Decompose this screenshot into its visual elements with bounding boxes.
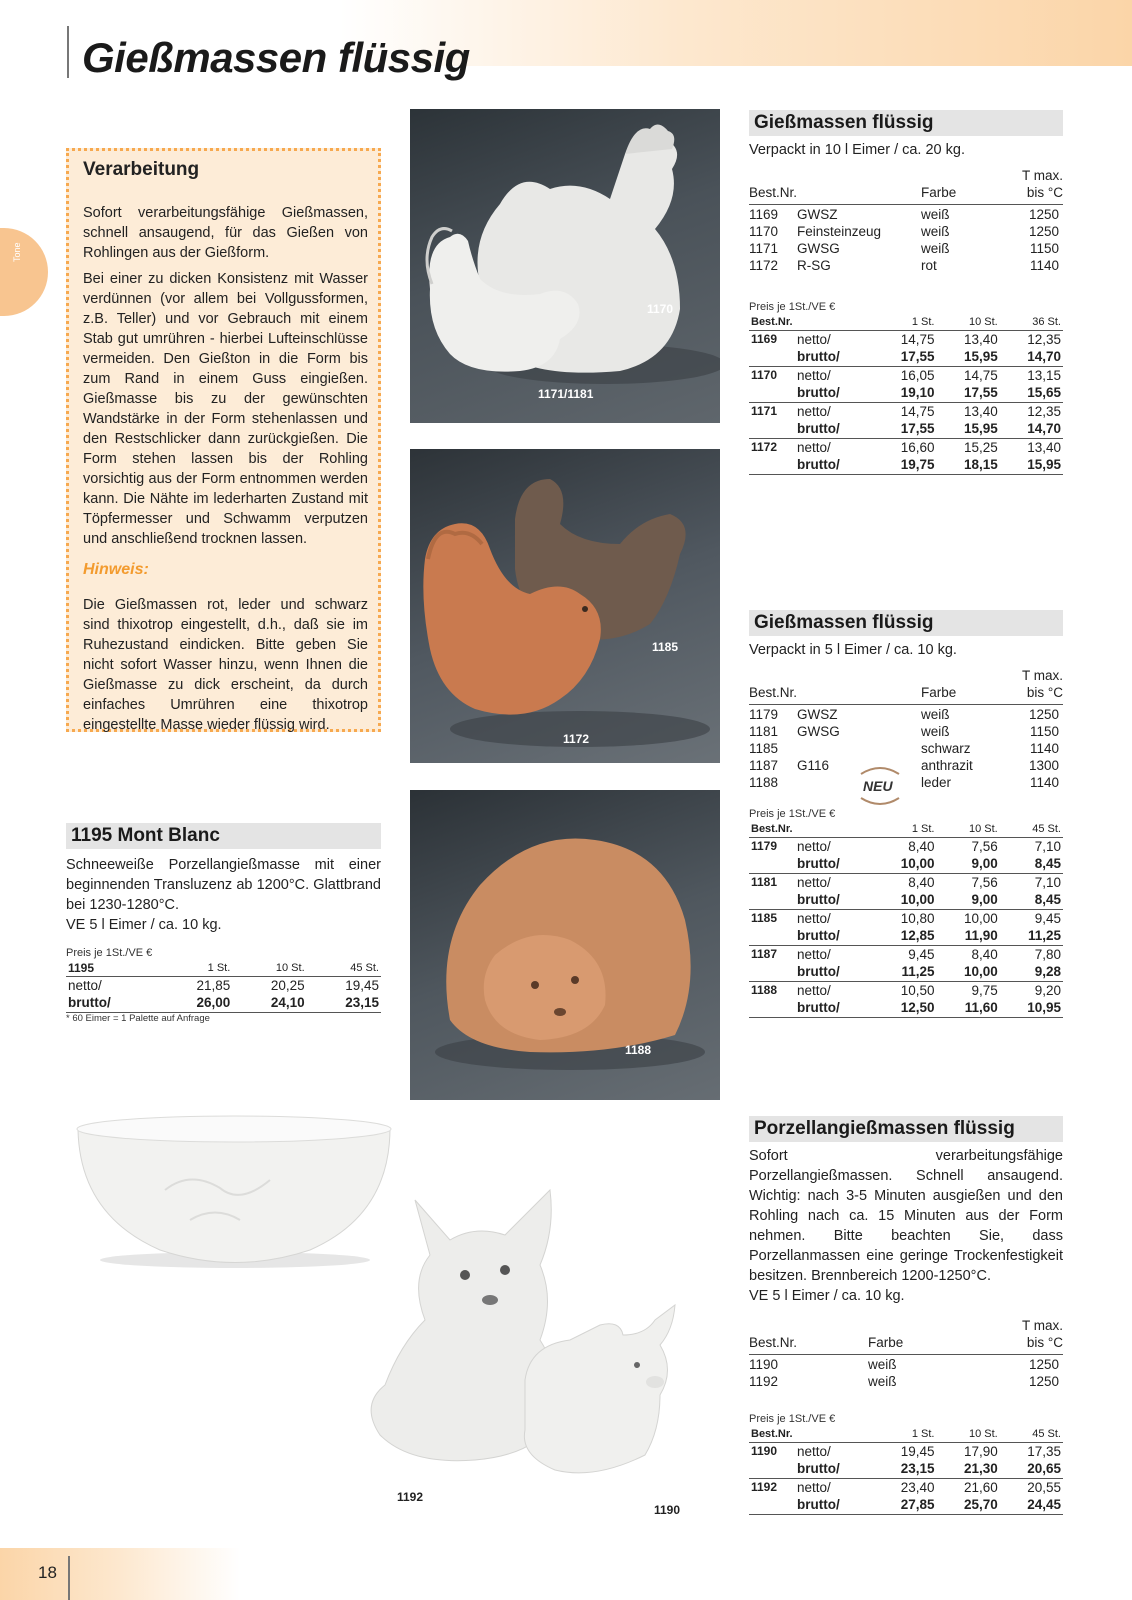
photo-label-1171-1181: 1171/1181 [538,387,594,401]
table-row: brutto/ 10,00 9,00 8,45 [749,891,1063,909]
hint-label: Hinweis: [83,561,149,578]
section-10l-heading: Gießmassen flüssig [749,110,1063,136]
mont-blanc-footnote: * 60 Eimer = 1 Palette auf Anfrage [66,1012,210,1024]
table-row: 1187 netto/ 9,45 8,40 7,80 [751,946,1061,962]
table-row: brutto/ 12,85 11,90 11,25 [749,927,1063,945]
table-row: 1169 netto/ 14,75 13,40 12,35 [751,331,1061,347]
table-row: brutto/ 19,10 17,55 15,65 [749,384,1063,402]
section-5l-price-label: Preis je 1St./VE € [749,808,836,820]
table-row: 1181 netto/ 8,40 7,56 7,10 [751,874,1061,890]
table-row: brutto/ 11,25 10,00 9,28 [749,963,1063,981]
page-title: Gießmassen flüssig [82,34,470,81]
table-row: 1188 netto/ 10,50 9,75 9,20 [751,982,1061,998]
section-porcelain-price-label: Preis je 1St./VE € [749,1413,836,1425]
mont-blanc-heading: 1195 Mont Blanc [66,823,381,849]
list-item: 1190 weiß 1250 [749,1357,1059,1372]
photo-bowl [70,1110,395,1270]
mont-blanc-price-label: Preis je 1St./VE € [66,947,153,959]
list-item: 1179 GWSZ weiß 1250 [749,707,1059,722]
spec-header: Best.Nr. Farbe T max. bis °C [749,668,1063,700]
section-porcelain-price-table [749,1427,1063,1515]
table-row: brutto/ 12,50 11,60 10,95 [749,999,1063,1017]
mont-blanc-price-table [66,961,381,1013]
table-header-row: 1195 1 St. 10 St. 45 St. [68,961,379,976]
list-item: 1188 leder 1140 [749,775,1059,790]
section-5l-heading: Gießmassen flüssig [749,610,1063,636]
table-row: 1190 netto/ 19,45 17,90 17,35 [751,1443,1061,1459]
photo-dog-pig [355,1170,715,1510]
photo-label-1185: 1185 [652,640,679,654]
mont-blanc-section [66,823,381,1024]
table-row: 1170 netto/ 16,05 14,75 13,15 [751,367,1061,383]
spec-list [749,704,1063,792]
list-item: 1185 schwarz 1140 [749,741,1059,756]
colored-hens-illustration [410,449,720,763]
table-header-row: Best.Nr. 1 St. 10 St. 45 St. [751,823,1061,836]
page-number: 18 [38,1563,57,1582]
spec-header: Best.Nr. Farbe T max. bis °C [749,1318,1063,1350]
photo-label-1170: 1170 [647,302,674,316]
section-10l-price-label: Preis je 1St./VE € [749,301,836,313]
table-row: brutto/ 10,00 9,00 8,45 [749,855,1063,873]
processing-instructions: Bei einer zu dicken Konsistenz mit Wasser verdünnen (vor allem bei Vollgussformen, z.B. Teller) und vor Gebrauch mit einem Stab gut umrühren - hierbei Lufteinschlüsse vermeiden. Den Gießton in die Form bis zum Rand in einem Guss eingießen. Gießmasse bis zu der gewünschten Wandstärke in der Form stehenlassen und den Restschlicker dann zurückgießen. Die Form stehen lassen bis der Rohling vorsichtig aus der Form entnommen werden kann. Die Nähte im lederharten Zustand mit Töpfermesser und Schwamm verputzen und anschließend trocknen lassen. [83,271,368,547]
section-porcelain [749,1116,1063,1515]
side-tab[interactable] [0,228,48,316]
spec-list [749,1354,1063,1391]
section-5l-price-table [749,822,1063,1018]
footer-band [0,1548,240,1600]
table-row: netto/ 21,85 20,25 19,45 [68,977,379,993]
table-header-row: Best.Nr. 1 St. 10 St. 45 St. [751,1428,1061,1441]
table-header-row: Best.Nr. 1 St. 10 St. 36 St. [751,316,1061,329]
photo-white-hens [410,109,720,423]
table-row: brutto/ 27,85 25,70 24,45 [749,1496,1063,1514]
table-row: 1171 netto/ 14,75 13,40 12,35 [751,403,1061,419]
list-item: 1170 Feinsteinzeug weiß 1250 [749,224,1059,239]
bowl-illustration [70,1110,395,1270]
dog-pig-illustration [355,1170,715,1510]
header-rule [67,26,69,78]
section-10l-price-table [749,315,1063,475]
mont-blanc-text: Schneeweiße Porzellangießmasse mit einer beginnenden Transluzenz ab 1200°C. Glattbrand bei 1230-1280°C. [66,857,381,913]
section-porcelain-heading: Porzellangießmassen flüssig [749,1116,1063,1142]
mont-blanc-ve: VE 5 l Eimer / ca. 10 kg. [66,917,222,933]
footer-rule [68,1556,70,1600]
table-row: brutto/ 19,75 18,15 15,95 [749,456,1063,474]
table-row: brutto/ 23,15 21,30 20,65 [749,1460,1063,1478]
spec-list [749,204,1063,275]
list-item: 1171 GWSG weiß 1150 [749,241,1059,256]
table-row: 1192 netto/ 23,40 21,60 20,55 [751,1479,1061,1495]
photo-label-1172: 1172 [563,732,590,746]
processing-box [66,148,381,732]
section-10l-packaging: Verpackt in 10 l Eimer / ca. 20 kg. [749,142,965,158]
photo-label-1190: 1190 [654,1503,681,1517]
table-row: 1172 netto/ 16,60 15,25 13,40 [751,439,1061,455]
list-item: 1169 GWSZ weiß 1250 [749,207,1059,222]
spec-header: Best.Nr. Farbe T max. bis °C [749,168,1063,200]
table-row: brutto/ 17,55 15,95 14,70 [749,420,1063,438]
table-row: brutto/ 26,00 24,10 23,15 [68,995,379,1011]
section-5l-packaging: Verpackt in 5 l Eimer / ca. 10 kg. [749,642,957,658]
photo-hedgehog [410,790,720,1100]
list-item: 1187 G116 anthrazit 1300 [749,758,1059,773]
list-item: 1192 weiß 1250 [749,1374,1059,1389]
processing-heading: Verarbeitung [83,159,200,180]
list-item: 1172 R-SG rot 1140 [749,258,1059,273]
hint-text: Die Gießmassen rot, leder und schwarz sind thixotrop eingestellt, d.h., daß sie im Ruhezustand eindicken. Bitte geben Sie nicht sofort Wasser hinzu, wenn Ihnen die Gießmasse zu dick erscheint, da durch einfaches Umrühren eine thixotrop eingestellte Masse wieder flüssig wird. [83,597,368,733]
processing-intro: Sofort verarbeitungsfähige Gießmassen, schnell ansaugend, für das Gießen von Rohlingen aus der Gießform. [83,205,368,261]
section-porcelain-text: Sofort verarbeitungsfähige Porzellangießmassen. Schnell ansaugend. Wichtig: nach 3-5 Minuten ausgießen und den Rohling nach ca. 15 Minuten aus der Form nehmen. Bitte beachten Sie, dass Porzellanmassen eine geringe Trockenfestigkeit besitzen. Brennbereich 1200-1250°C. [749,1148,1063,1284]
photo-colored-hens [410,449,720,763]
photo-label-1188: 1188 [625,1043,652,1057]
hedgehog-illustration [410,790,720,1100]
section-5l [749,610,1063,1018]
table-row: 1185 netto/ 10,80 10,00 9,45 [751,910,1061,926]
table-row: 1179 netto/ 8,40 7,56 7,10 [751,838,1061,854]
new-badge-label: NEU [863,778,893,794]
side-tab-label: Tone [12,242,22,262]
section-10l [749,110,1063,475]
list-item: 1181 GWSG weiß 1150 [749,724,1059,739]
table-row: brutto/ 17,55 15,95 14,70 [749,348,1063,366]
white-hens-illustration [410,109,720,423]
new-badge [857,762,903,812]
photo-label-1192: 1192 [397,1490,424,1504]
section-porcelain-ve: VE 5 l Eimer / ca. 10 kg. [749,1288,905,1304]
